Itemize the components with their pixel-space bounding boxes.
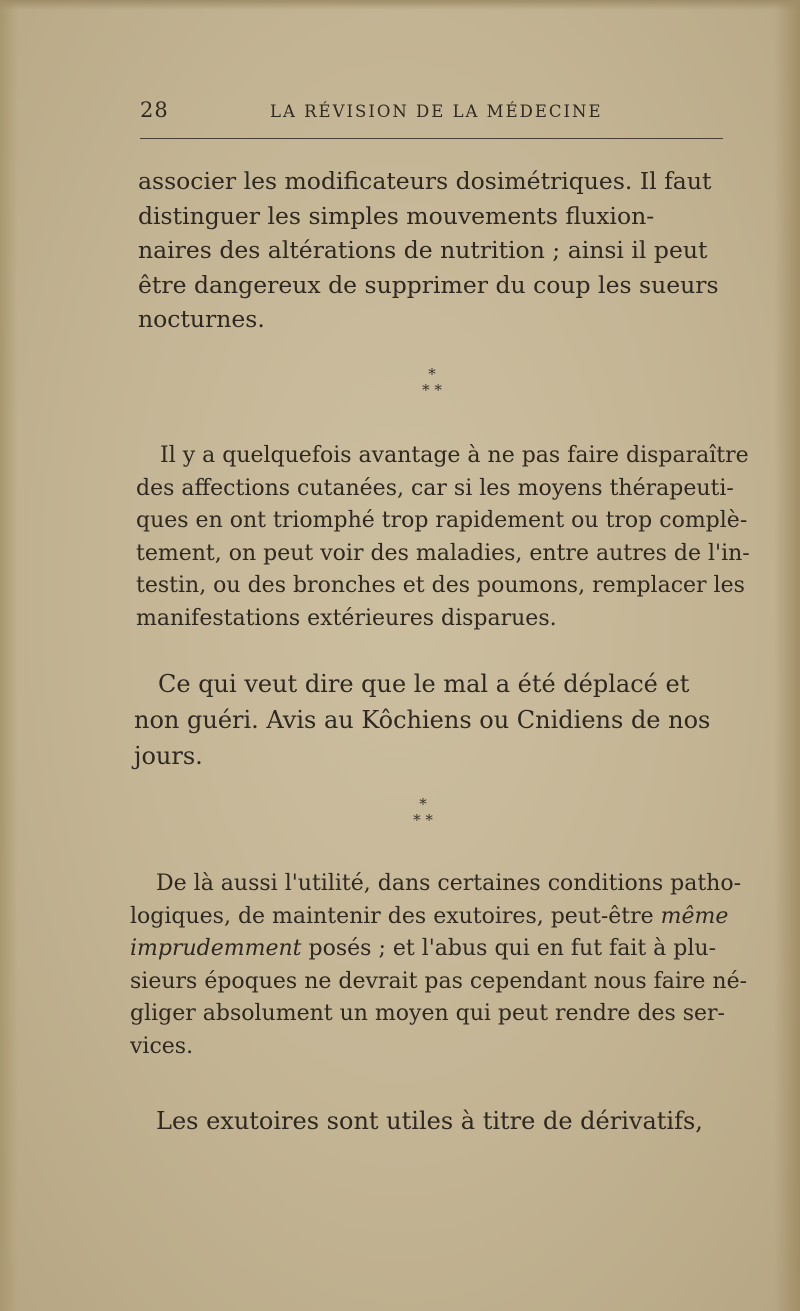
text-line: des affections cutanées, car si les moyens thérapeuti- <box>136 475 734 501</box>
italic-word: imprudemment <box>130 936 302 961</box>
running-title: LA RÉVISION DE LA MÉDECINE <box>270 102 603 121</box>
text-line: Ce qui veut dire que le mal a été déplacé et <box>158 670 690 698</box>
text-line: testin, ou des bronches et des poumons, remplacer les <box>136 573 745 598</box>
text-line: associer les modificateurs dosimétriques. Il faut <box>138 167 712 195</box>
text-line: gliger absolument un moyen qui peut rendre des ser- <box>130 1001 725 1026</box>
text-line: Les exutoires sont utiles à titre de dérivatifs, <box>156 1107 703 1135</box>
text-line: sieurs époques ne devrait pas cependant nous faire né- <box>130 968 748 994</box>
text-line: non guéri. Avis au Kôchiens ou Cnidiens de nos <box>134 706 711 734</box>
header-rule <box>140 138 723 139</box>
paragraph-3 <box>134 666 732 774</box>
paragraph-4 <box>130 868 748 1063</box>
asterism-bottom: * * <box>422 381 442 399</box>
text-line <box>130 933 730 966</box>
page-edge-shadow-right <box>774 0 800 1311</box>
asterism-separator <box>402 366 462 398</box>
italic-word: même <box>660 903 729 929</box>
text-line: De là aussi l'utilité, dans certaines conditions patho- <box>156 871 742 896</box>
page-edge-shadow-left <box>0 0 18 1311</box>
asterism-separator <box>393 796 453 828</box>
text-line <box>130 901 730 934</box>
text-line: naires des altérations de nutrition ; ainsi il peut <box>138 236 708 264</box>
page-edge-shadow-top <box>0 0 800 10</box>
text-line: distinguer les simples mouvements fluxion- <box>138 201 655 230</box>
asterism-bottom: * * <box>413 811 433 829</box>
text-line: nocturnes. <box>138 305 265 333</box>
text-segment: logiques, de maintenir des exutoires, peut-être <box>130 903 661 929</box>
text-line: tement, on peut voir des maladies, entre autres de l'in- <box>136 540 750 566</box>
text-segment: posés ; et l'abus qui en fut fait à plu- <box>301 936 717 961</box>
text-line: vices. <box>130 1033 194 1059</box>
asterism-top: * <box>428 365 436 383</box>
page-number: 28 <box>140 98 169 122</box>
asterism-top: * <box>419 795 427 813</box>
text-line: être dangereux de supprimer du coup les sueurs <box>138 270 719 299</box>
text-line: manifestations extérieures disparues. <box>136 605 557 631</box>
text-line: jours. <box>134 742 203 770</box>
paragraph-5 <box>156 1104 716 1139</box>
text-line: ques en ont triomphé trop rapidement ou trop complè- <box>136 508 748 533</box>
paragraph-2 <box>136 440 750 635</box>
text-line: Il y a quelquefois avantage à ne pas faire disparaître <box>160 443 749 468</box>
paragraph-1 <box>138 164 733 337</box>
running-header <box>140 98 730 132</box>
